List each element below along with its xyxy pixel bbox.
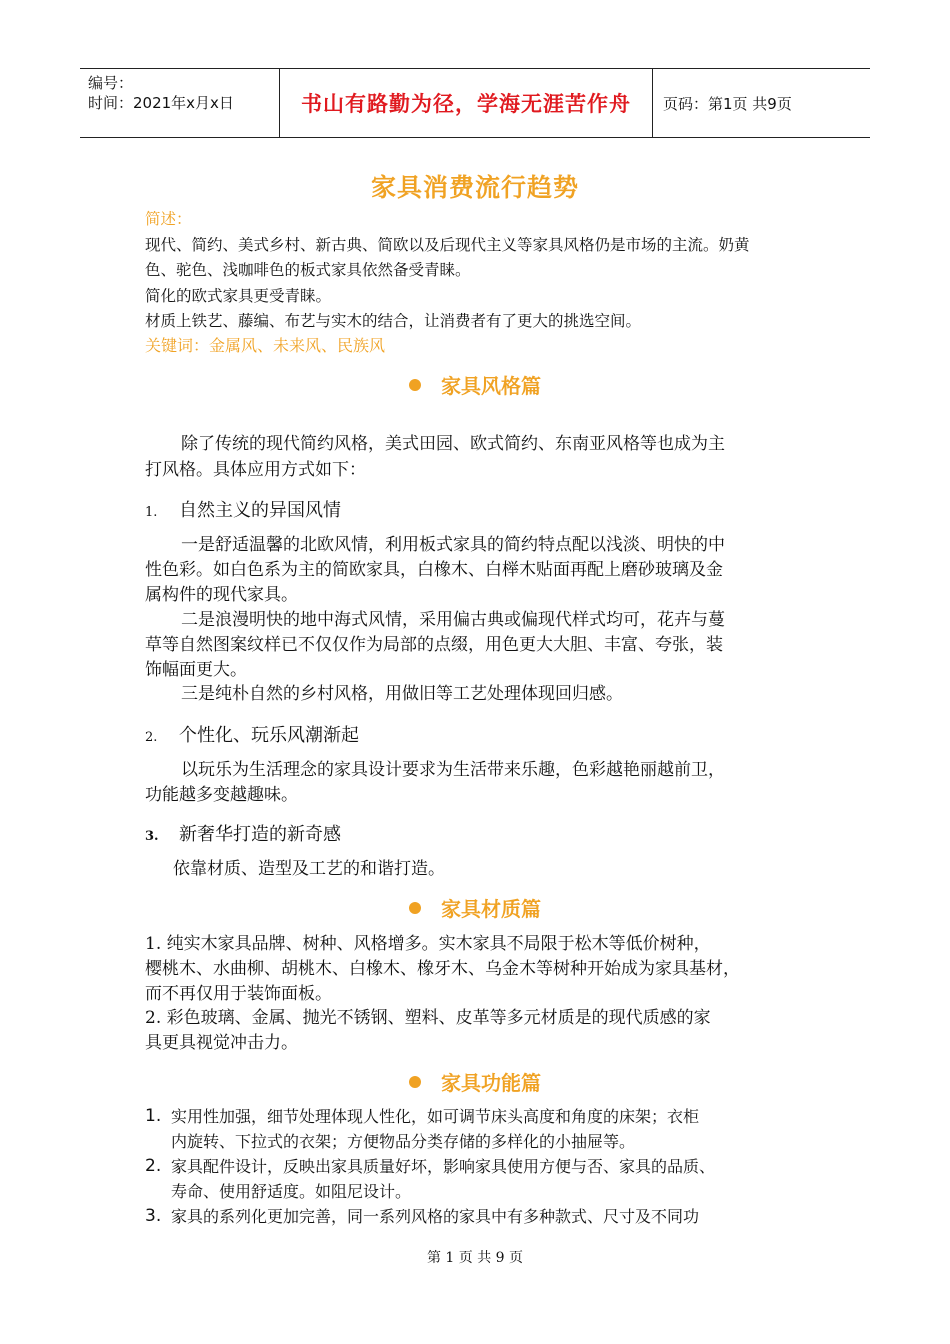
bullet-dot-icon xyxy=(409,379,421,391)
summary-line: 色、驼色、浅咖啡色的板式家具依然备受青睐。 xyxy=(145,261,471,279)
summary-line: 简化的欧式家具更受青睐。 xyxy=(145,287,332,305)
page-footer: 第 1 页 共 9 页 xyxy=(426,1250,524,1266)
summary-line: 现代、简约、美式乡村、新古典、简欧以及后现代主义等家具风格仍是市场的主流。奶黄 xyxy=(145,236,750,254)
summary-label: 简述： xyxy=(145,210,192,228)
paragraph-line: 而不再仅用于装饰面板。 xyxy=(145,984,332,1004)
item-heading: 2. 个性化、玩乐风潮渐起 xyxy=(145,725,359,746)
list-item: 2. 家具配件设计，反映出家具质量好坏，影响家具使用方便与否、家具的品质、 寿命、使用舒适度。如阻尼设计。 xyxy=(145,1156,716,1201)
header-meta xyxy=(80,69,280,137)
header-table xyxy=(80,68,870,138)
bullet-dot-icon xyxy=(409,902,421,914)
paragraph-line: 1. 纯实木家具品牌、树种、风格增多。实木家具不局限于松木等低价树种， xyxy=(145,934,711,954)
summary-line: 材质上铁艺、藤编、布艺与实木的结合，让消费者有了更大的挑选空间。 xyxy=(145,312,642,330)
paragraph-line: 二是浪漫明快的地中海式风情，采用偏古典或偏现代样式均可，花卉与蔓 xyxy=(181,610,725,630)
time-label: 时间：2021年x月x日 xyxy=(88,94,234,112)
function-list xyxy=(145,1104,835,1229)
section1-intro-line: 除了传统的现代简约风格，美式田园、欧式简约、东南亚风格等也成为主 xyxy=(181,434,725,454)
motto: 书山有路勤为径，学海无涯苦作舟 xyxy=(280,69,653,137)
page-label: 页码：第1页 共9页 xyxy=(663,94,792,113)
list-item: 1. 实用性加强，细节处理体现人性化，如可调节床头高度和角度的床架；衣柜 内旋转、下拉式的衣架；方便物品分类存储的多样化的小抽屉等。 xyxy=(145,1106,700,1151)
number-label: 编号： xyxy=(88,74,134,92)
paragraph-line: 属构件的现代家具。 xyxy=(145,585,298,605)
section-heading-material: 家具材质篇 xyxy=(0,893,950,922)
paragraph-line: 依靠材质、造型及工艺的和谐打造。 xyxy=(173,859,445,879)
list-item: 3. 家具的系列化更加完善，同一系列风格的家具中有多种款式、尺寸及不同功 xyxy=(145,1206,700,1226)
item-heading: 1. 自然主义的异国风情 xyxy=(145,500,341,521)
keywords: 关键词：金属风、未来风、民族风 xyxy=(145,336,386,355)
paragraph-line: 一是舒适温馨的北欧风情，利用板式家具的简约特点配以浅淡、明快的中 xyxy=(181,535,725,555)
item-heading: 3. 新奢华打造的新奇感 xyxy=(145,824,341,845)
paragraph-line: 樱桃木、水曲柳、胡桃木、白橡木、橡牙木、乌金木等树种开始成为家具基材， xyxy=(145,959,740,979)
paragraph-line: 性色彩。如白色系为主的简欧家具，白橡木、白榉木贴面再配上磨砂玻璃及金 xyxy=(145,560,723,580)
bullet-dot-icon xyxy=(409,1076,421,1088)
section1-intro-line: 打风格。具体应用方式如下： xyxy=(145,460,366,480)
paragraph-line: 以玩乐为生活理念的家具设计要求为生活带来乐趣，色彩越艳丽越前卫， xyxy=(181,760,725,780)
paragraph-line: 具更具视觉冲击力。 xyxy=(145,1033,298,1053)
section-heading-function: 家具功能篇 xyxy=(0,1067,950,1096)
page-title: 家具消费流行趋势 xyxy=(370,173,579,202)
section-heading-style: 家具风格篇 xyxy=(0,370,950,399)
paragraph-line: 三是纯朴自然的乡村风格，用做旧等工艺处理体现回归感。 xyxy=(181,684,623,704)
paragraph-line: 饰幅面更大。 xyxy=(145,660,247,680)
paragraph-line: 功能越多变越趣味。 xyxy=(145,785,298,805)
paragraph-line: 草等自然图案纹样已不仅仅作为局部的点缀，用色更大大胆、丰富、夸张，装 xyxy=(145,635,723,655)
paragraph-line: 2. 彩色玻璃、金属、抛光不锈钢、塑料、皮革等多元材质是的现代质感的家 xyxy=(145,1008,711,1028)
